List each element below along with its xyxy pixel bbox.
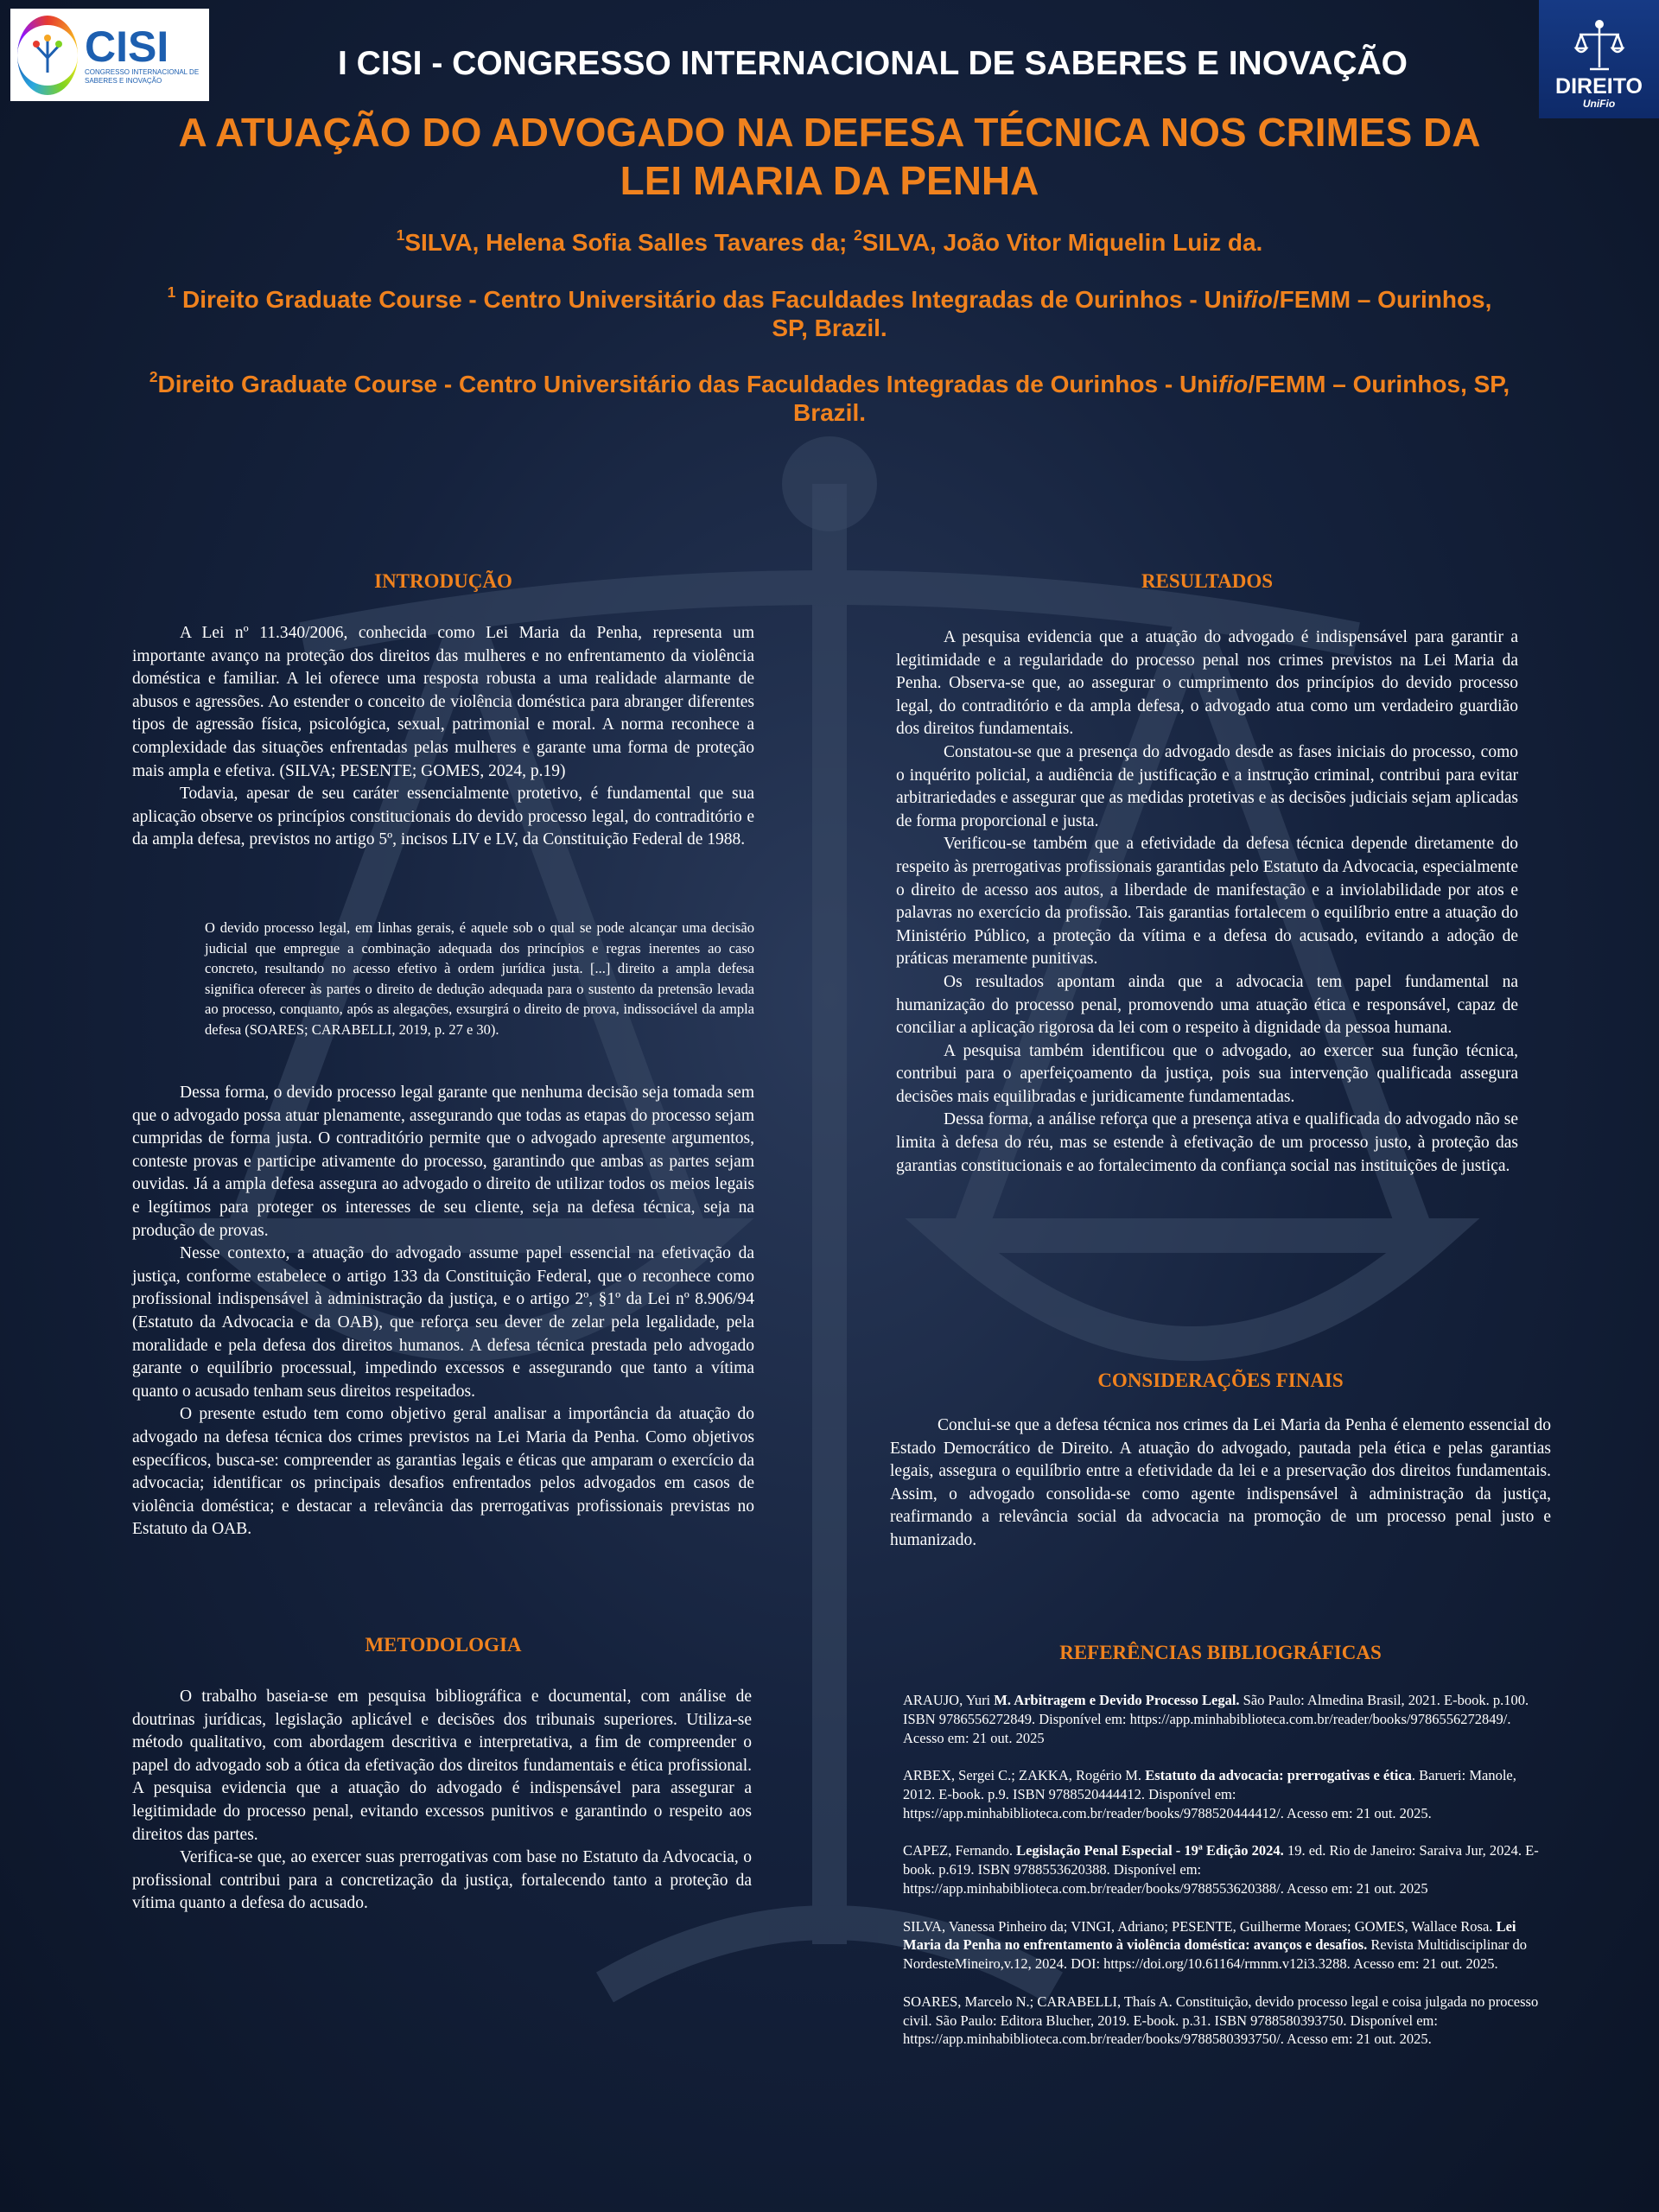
resultados-paragraph: Constatou-se que a presença do advogado desde as fases iniciais do processo, como o inquérito policial, a audiência de justificação e a instrução criminal, contribui para evitar arbitrariedades e assegurar que as medidas protetivas e as decisões judiciais sejam aplicadas de forma proporcional e justa. (896, 742, 1518, 830)
introducao-paragraph: O presente estudo tem como objetivo geral analisar a importância da atuação do advogado na defesa técnica dos crimes previstos na Lei Maria da Penha. Como objetivos específicos, busca-se: compreender as garantias legais e éticas que amparam o exercício da advocacia; identificar os principais desafios enfrentados pelos advogados em casos de violência doméstica; e destacar a relevância das prerrogativas profissionais previstas no Estatuto da OAB. (132, 1405, 754, 1539)
metodologia-paragraph: Verifica-se que, ao exercer suas prerrogativas com base no Estatuto da Advocacia, o profissional contribui para a concretização da justiça, fortalecendo tanto a proteção da vítima quanto a defesa do acusado. (132, 1848, 752, 1913)
resultados-paragraph: A pesquisa evidencia que a atuação do advogado é indispensável para garantir a legitimidade e a regularidade do processo penal nos crimes previstos na Lei Maria da Penha. Observa-se que, ao assegurar o cumprimento dos princípios do devido processo legal, do contraditório e da ampla defesa, o advogado atua como um verdadeiro guardião dos direitos fundamentais. (896, 628, 1518, 739)
affiliation-1 (78, 285, 1581, 342)
resultados-title: RESULTADOS (1141, 570, 1274, 592)
metodologia-body (132, 1686, 752, 1916)
consideracoes-paragraph: Conclui-se que a defesa técnica nos crimes da Lei Maria da Penha é elemento essencial do Estado Democrático de Direito. A atuação do advogado, pautada pela ética e pelas garantias legais, assegura o equilíbrio entre a efetividade da lei e a preservação dos direitos fundamentais. Assim, o advogado consolida-se como agente indispensável à administração da justiça, reafirmando a relevância social da advocacia na promoção de um processo penal justo e humanizado. (890, 1416, 1551, 1549)
introducao-body-2 (132, 1082, 754, 1541)
introducao-body-1 (132, 622, 754, 852)
direito-subtitle: UniFio (1582, 98, 1616, 110)
affiliation-1-marker: 1 (167, 283, 176, 301)
reference-item: SILVA, Vanessa Pinheiro da; VINGI, Adriano; PESENTE, Guilherme Moraes; GOMES, Wallace Rosa. Lei Maria da Penha no enfrentamento à violência doméstica: avanços e desafios. Revista Multidisciplinar do NordesteMineiro,v.12, 2024. DOI: https://doi.org/10.61164/rmnm.v12i3.3288. Acesso em: 21 out. 2025. (903, 1917, 1527, 1973)
affiliation-2-marker: 2 (149, 367, 158, 385)
affiliation-2 (78, 367, 1581, 427)
references-list (903, 1691, 1547, 2068)
introducao-title: INTRODUÇÃO (374, 570, 512, 592)
lady-justice-icon (1569, 16, 1630, 76)
author-1-marker: 1 (396, 226, 405, 244)
introducao-paragraph: A Lei nº 11.340/2006, conhecida como Lei Maria da Penha, representa um importante avanço na proteção dos direitos das mulheres e no enfrentamento da violência doméstica e familiar. A lei oferece uma resposta robusta a uma realidade alarmante de abusos e agressões. Ao estender o conceito de violência doméstica para abranger diferentes tipos de agressão física, psicológica, sexual, patrimonial e moral. A norma reconhece a complexidade das situações enfrentadas pelas mulheres e garante uma forma de proteção mais ampla e efetiva. (SILVA; PESENTE; GOMES, 2024, p.19) (132, 624, 754, 780)
authors (95, 226, 1564, 257)
cisi-subtitle: CONGRESSO INTERNACIONAL DE SABERES E INOVAÇÃO (85, 67, 200, 85)
direito-wordmark: DIREITO (1555, 74, 1643, 99)
reference-item: ARAUJO, Yuri M. Arbitragem e Devido Processo Legal. São Paulo: Almedina Brasil, 2021. E-book. p.100. ISBN 9786556272849. Disponível em: https://app.minhabiblioteca.com.br/reader/books/9786556272849/. Acesso em: 21 out. 2025 (903, 1692, 1529, 1746)
direito-logo (1539, 0, 1659, 118)
reference-item: ARBEX, Sergei C.; ZAKKA, Rogério M. Estatuto da advocacia: prerrogativas e ética. Barueri: Manole, 2012. E-book. p.9. ISBN 9788520444412. Disponível em: https://app.minhabiblioteca.com.br/reader/books/9788520444412/. Acesso em: 21 out. 2025. (903, 1767, 1516, 1821)
resultados-paragraph: Os resultados apontam ainda que a advocacia tem papel fundamental na humanização do processo penal, promovendo uma atuação ética e responsável, capaz de conciliar a aplicação rigorosa da lei com o respeito à dignidade da pessoa humana. (896, 972, 1518, 1038)
reference-item: CAPEZ, Fernando. Legislação Penal Especial - 19ª Edição 2024. 19. ed. Rio de Janeiro: Saraiva Jur, 2024. E-book. p.619. ISBN 9788553620388. Disponível em: https://app.minhabiblioteca.com.br/reader/books/9788553620388/. Acesso em: 21 out. 2025 (903, 1842, 1539, 1897)
metodologia-title: METODOLOGIA (365, 1634, 522, 1656)
resultados-paragraph: Dessa forma, a análise reforça que a presença ativa e qualificada do advogado não se limita à defesa do réu, mas se estende à efetivação de um processo justo, à proteção das garantias constitucionais e ao fortalecimento da confiança social nas instituições de justiça. (896, 1110, 1518, 1175)
affiliation-2-line2: Brazil. (792, 399, 867, 426)
introducao-paragraph: Dessa forma, o devido processo legal garante que nenhuma decisão seja tomada sem que o advogado possa atuar plenamente, assegurando que todas as etapas do processo sejam cumpridas de forma justa. O contraditório permite que o advogado apresente argumentos, conteste provas e participe ativamente do processo, garantindo que ambas as partes sejam ouvidas. Já a ampla defesa assegura ao advogado o direito de utilizar todos os meios legais e legítimos para proteger os interesses de seu cliente, seja na defesa técnica, seja na produção de provas. (132, 1084, 754, 1240)
resultados-body (896, 626, 1518, 1178)
author-1: SILVA, Helena Sofia Salles Tavares da; (404, 229, 855, 256)
affiliation-2-end: /FEMM – Ourinhos, SP, (1248, 371, 1510, 397)
affiliation-1-italic: fio (1243, 286, 1273, 313)
author-2: SILVA, João Vitor Miquelin Luiz da. (861, 229, 1263, 256)
referencias-title: REFERÊNCIAS BIBLIOGRÁFICAS (1059, 1642, 1382, 1663)
affiliation-2-italic: fio (1218, 371, 1249, 397)
introducao-paragraph: Todavia, apesar de seu caráter essencialmente protetivo, é fundamental que sua aplicação observe os princípios constitucionais do devido processo legal, do contraditório e da ampla defesa, previstos no artigo 5º, incisos LIV e LV, da Constituição Federal de 1988. (132, 785, 754, 849)
affiliation-1-text: Direito Graduate Course - Centro Universitário das Faculdades Integradas de Ourinhos - Uni (175, 286, 1243, 313)
poster-title (95, 108, 1564, 205)
reference-item: SOARES, Marcelo N.; CARABELLI, Thaís A. Constituição, devido processo legal e coisa julgada no processo civil. São Paulo: Editora Blucher, 2019. E-book. p.31. ISBN 9788580393750. Disponível em: https://app.minhabiblioteca.com.br/reader/books/9788580393750/. Acesso em: 21 out. 2025. (903, 1993, 1539, 2048)
introducao-paragraph: Nesse contexto, a atuação do advogado assume papel essencial na efetivação da justiça, conforme estabelece o artigo 133 da Constituição Federal, que o reconhece como profissional indispensável à administração da justiça, e o artigo 2º, §1º da Lei nº 8.906/94 (Estatuto da Advocacia e da OAB), que reforça seu dever de zelar pela legalidade, pela moralidade e pela defesa dos direitos humanos. A defesa técnica prestada pelo advogado garante o equilíbrio processual, impedindo excessos e assegurando que tanto a vítima quanto o acusado tenham seus direitos respeitados. (132, 1244, 754, 1401)
metodologia-paragraph: O trabalho baseia-se em pesquisa bibliográfica e documental, com análise de doutrinas jurídicas, legislação aplicável e decisões dos tribunais superiores. Utiliza-se método qualitativo, com abordagem descritiva e interpretativa, a fim de compreender o papel do advogado sob a ótica da efetivação dos direitos fundamentais e ética profissional. A pesquisa evidencia que a atuação do advogado é indispensável para assegurar a legitimidade do processo penal, evitando excessos punitivos e garantindo o respeito aos direitos das partes. (132, 1688, 752, 1844)
title-line-1: A ATUAÇÃO DO ADVOGADO NA DEFESA TÉCNICA NOS CRIMES DA (178, 110, 1481, 155)
resultados-paragraph: Verificou-se também que a efetividade da defesa técnica depende diretamente do respeito às prerrogativas profissionais garantidas pelo Estatuto da Advocacia, especialmente o direito de acesso aos autos, a liberdade de manifestação e a inviolabilidade por atos e palavras no exercício da profissão. Tais garantias fortalecem o equilíbrio entre a atuação do Ministério Público, a proteção da vítima e a defesa do acusado, evitando a adoção de práticas meramente punitivas. (896, 835, 1518, 969)
cisi-wordmark: CISI (85, 22, 169, 71)
congress-title: I CISI - CONGRESSO INTERNACIONAL DE SABERES E INOVAÇÃO (337, 45, 1408, 82)
author-2-marker: 2 (854, 226, 862, 244)
tree-icon (17, 16, 78, 95)
introducao-quote: O devido processo legal, em linhas gerais, é aquele sob o qual se pode alcançar uma decisão judicial que empregue a combinação adequada dos princípios e regras inerentes ao caso concreto, resultando no acesso efetivo à ordem jurídica justa. [...] direito a ampla defesa significa oferecer às partes o direito de dedução adequada para o sustento da pretensão levada ao processo, conquanto, após as alegações, exsurgirá o direito de prova, indissociável da ampla defesa (SOARES; CARABELLI, 2019, p. 27 e 30). (205, 919, 754, 1038)
affiliation-1-line2: SP, Brazil. (772, 315, 887, 341)
affiliation-2-text: Direito Graduate Course - Centro Universitário das Faculdades Integradas de Ourinhos - Uni (157, 371, 1219, 397)
affiliation-1-end: /FEMM – Ourinhos, (1272, 286, 1492, 313)
cisi-logo (10, 9, 209, 101)
consideracoes-title: CONSIDERAÇÕES FINAIS (1097, 1370, 1344, 1391)
title-line-2: LEI MARIA DA PENHA (620, 158, 1039, 203)
consideracoes-body (890, 1414, 1551, 1553)
resultados-paragraph: A pesquisa também identificou que o advogado, ao exercer sua função técnica, contribui para o aperfeiçoamento da justiça, pois sua intervenção qualificada assegura decisões mais equilibradas e juridicamente fundamentadas. (896, 1041, 1518, 1106)
